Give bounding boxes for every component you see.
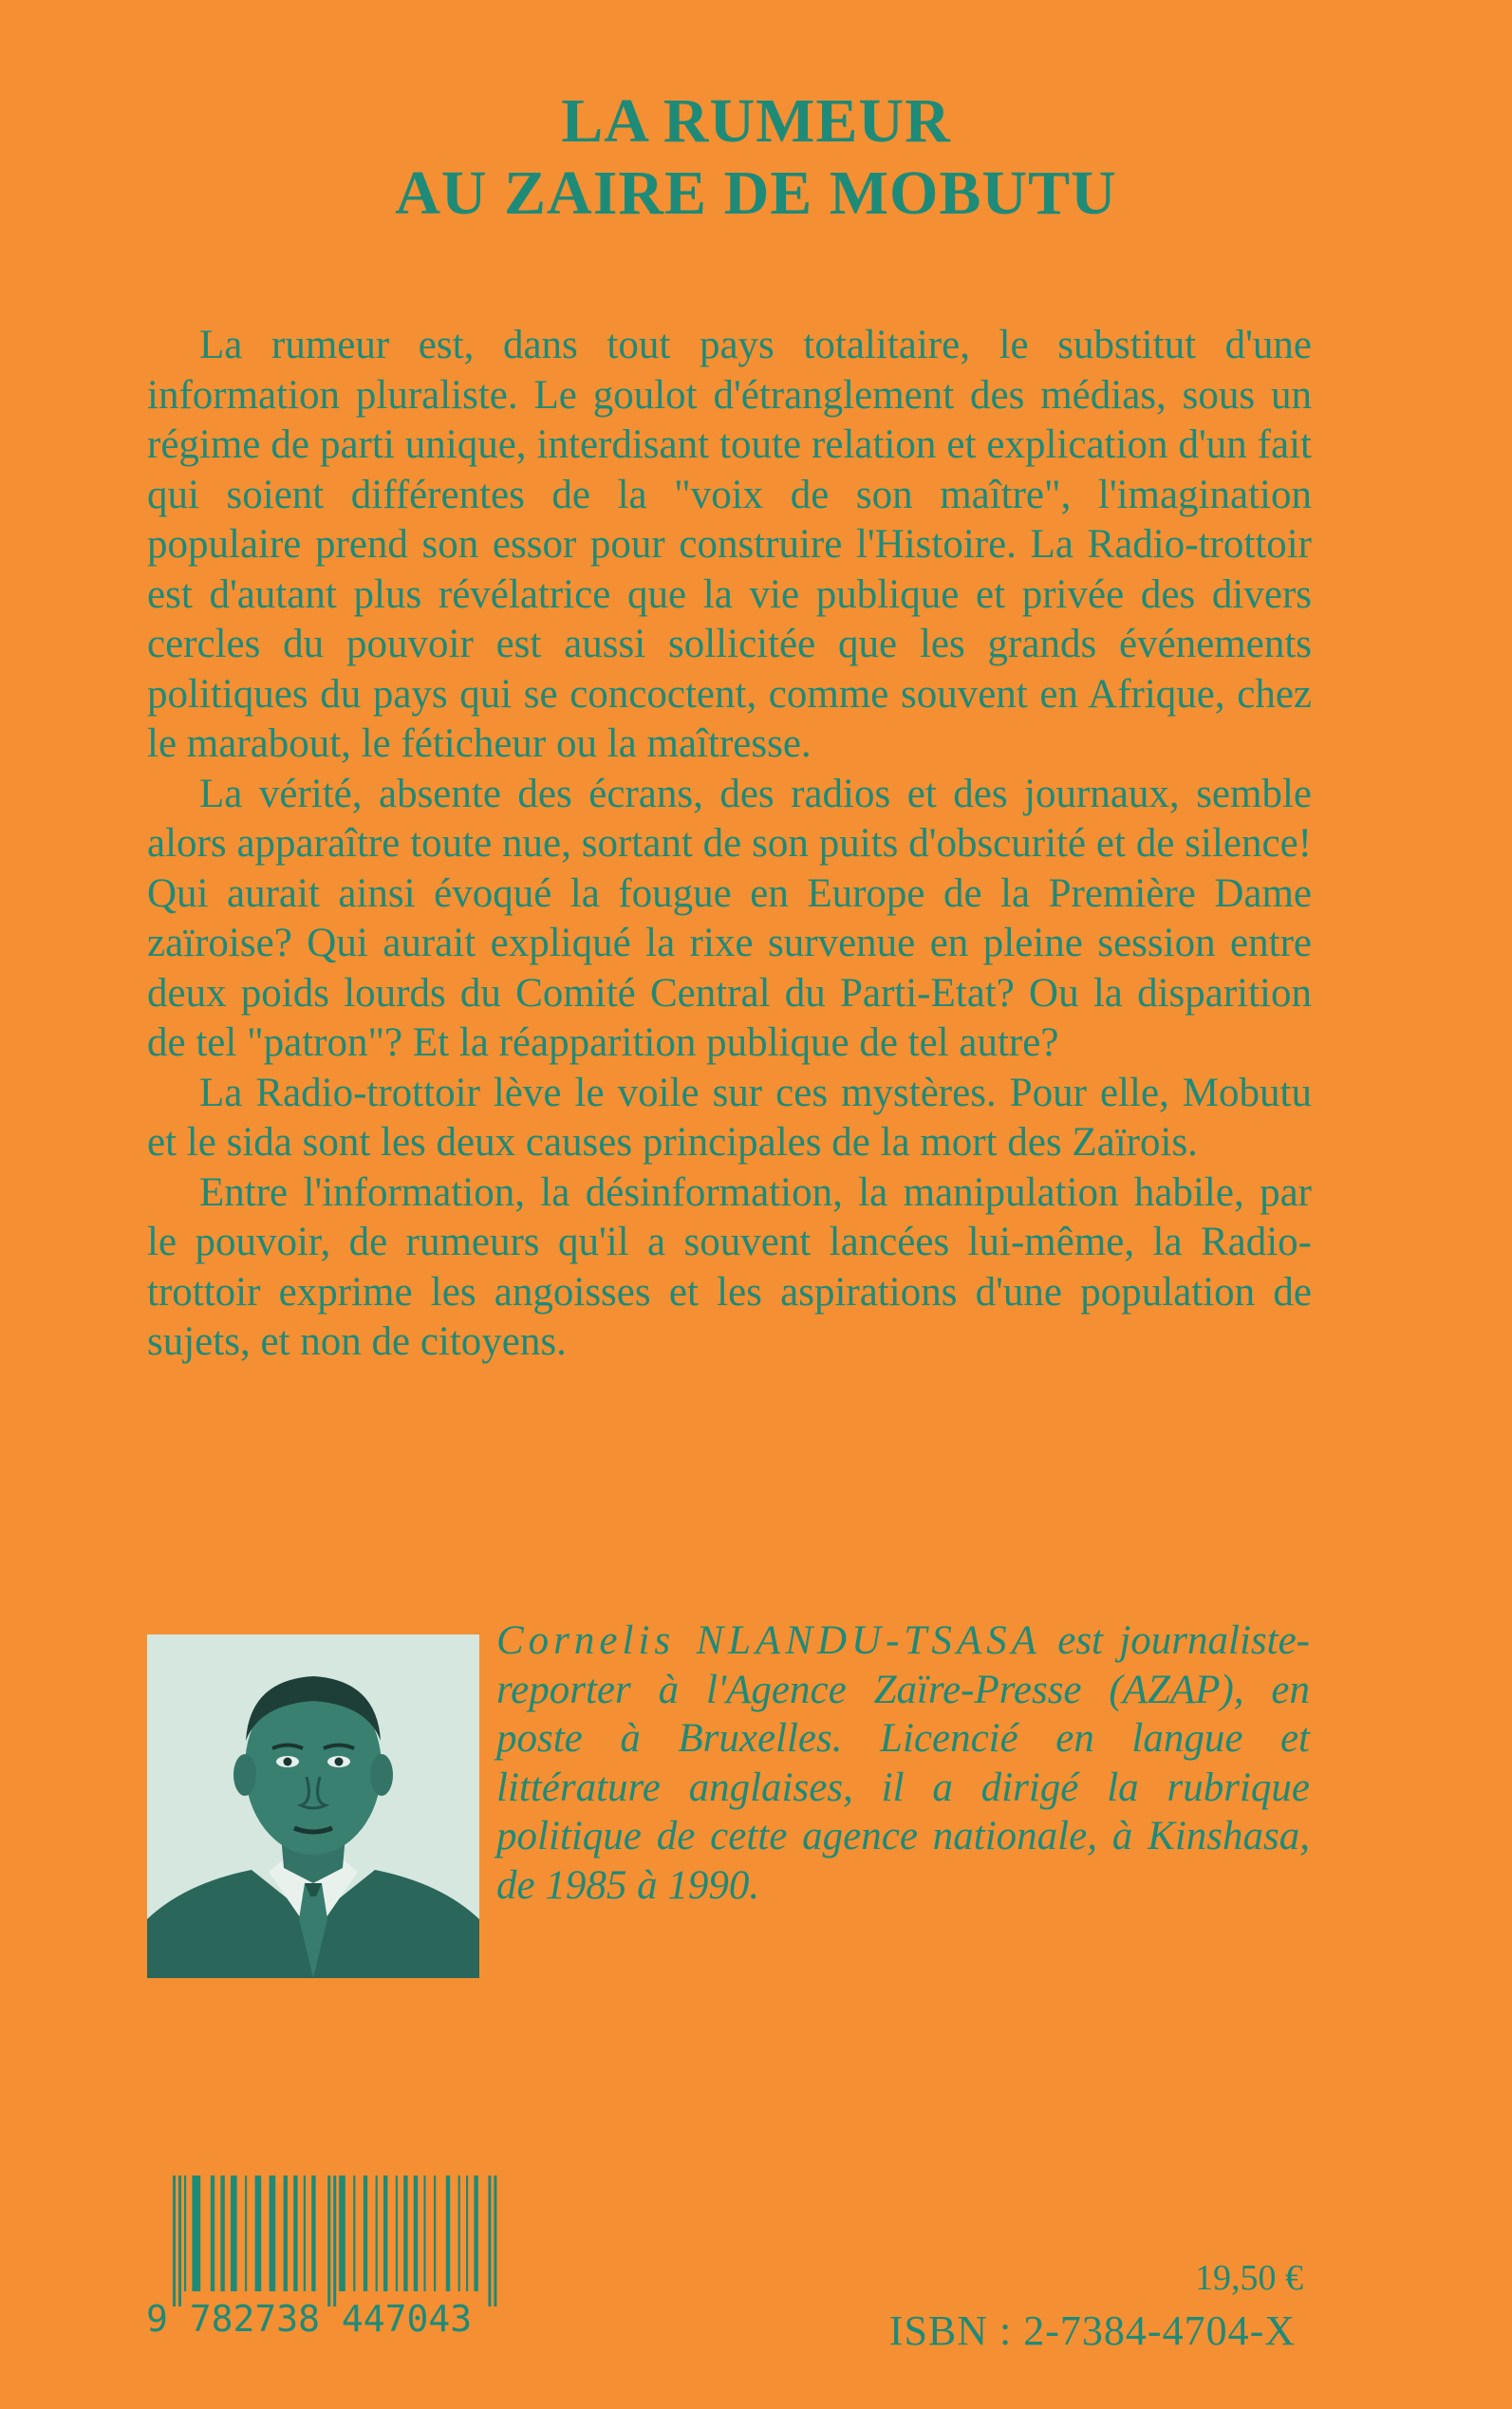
author-bio-text: est journaliste-reporter à l'Agence Zaïre-Presse (AZAP), en poste à Bruxelles. Licencié en langue et littérature anglaises, il a dirigé la rubrique politique de cette agence nationale, à Kinshasa, de 1985 à 1990. [496, 1618, 1310, 1908]
barcode-bar [284, 2176, 288, 2291]
barcode-bar [211, 2176, 215, 2291]
author-photo [147, 1634, 479, 1978]
barcode-bar [474, 2176, 477, 2291]
barcode-bar [184, 2176, 186, 2291]
barcode-bar [383, 2176, 387, 2291]
barcode-bar [293, 2176, 297, 2291]
author-bio [496, 1616, 1310, 1910]
barcode-bar [173, 2176, 176, 2306]
book-title [0, 85, 1512, 230]
barcode-bar [423, 2176, 425, 2291]
barcode-bar [403, 2176, 407, 2291]
barcode-bar [488, 2176, 491, 2306]
barcode-bar [376, 2176, 378, 2291]
title-line-2: AU ZAIRE DE MOBUTU [395, 159, 1117, 228]
barcode-bar [192, 2176, 200, 2291]
barcode-bar [364, 2176, 367, 2291]
blurb-paragraph: La rumeur est, dans tout pays totalitaire, le substitut d'une information pluraliste. Le goulot d'étranglement des médias, sous un régime de parti unique, interdisant toute relation et explication d'un fait qui soient différentes de la "voix de son maître", l'imagination populaire prend son essor pour construire l'Histoire. La Radio-trottoir est d'autant plus révélatrice que la vie publique et privée des divers cercles du pouvoir est aussi sollicitée que les grands événements politiques du pays qui se concoctent, comme souvent en Afrique, chez le marabout, le féticheur ou la maîtresse. [147, 323, 1312, 766]
blurb-paragraph: Entre l'information, la désinformation, la manipulation habile, par le pouvoir, de rumeurs qu'il a souvent lancées lui-même, la Radio-trottoir exprime les angoisses et les aspirations d'une population de sujets, et non de citoyens. [147, 1169, 1312, 1364]
blurb-text [147, 321, 1312, 1368]
barcode-bar [304, 2176, 306, 2291]
barcode-bar [434, 2176, 436, 2291]
barcode-bar [353, 2176, 355, 2291]
barcode-bar [333, 2176, 336, 2306]
price: 19,50 € [1195, 2258, 1303, 2298]
barcode-bar [466, 2176, 468, 2291]
barcode-bar [245, 2176, 247, 2291]
blurb-paragraph: La Radio-trottoir lève le voile sur ces mystères. Pour elle, Mobutu et le sida sont les deux causes principales de la mort des Zaïrois. [147, 1070, 1312, 1165]
barcode-bar [231, 2176, 237, 2291]
barcode-bar [494, 2176, 496, 2306]
title-line-1: LA RUMEUR [561, 86, 951, 156]
blurb-paragraph: La vérité, absente des écrans, des radios et des journaux, semble alors apparaître toute nue, sortant de son puits d'obscurité et de silence! Qui aurait ainsi évoqué la fougue en Europe de la Première Dame zaïroise? Qui aurait expliqué la rixe survenue en pleine session entre deux poids lourds du Comité Central du Parti-Etat? Ou la disparition de tel "patron"? Et la réapparition publique de tel autre? [147, 771, 1312, 1065]
barcode-bar [414, 2176, 418, 2291]
isbn: ISBN : 2-7384-4704-X [888, 2307, 1296, 2354]
barcode-bar [178, 2176, 181, 2306]
barcode-bar [220, 2176, 224, 2291]
author-portrait-image [147, 1634, 479, 1978]
barcode-bar [458, 2176, 460, 2291]
barcode-bar [327, 2176, 330, 2306]
author-name: Cornelis NLANDU-TSASA [496, 1618, 1041, 1663]
barcode-bar [339, 2176, 345, 2291]
barcode-digits: 9 782738 447043 [146, 2298, 473, 2337]
barcode-bar [311, 2176, 315, 2291]
barcode-bar [396, 2176, 398, 2291]
barcode-bar [446, 2176, 450, 2291]
barcode-bar [255, 2176, 262, 2291]
barcode-bar [270, 2176, 276, 2291]
barcode [135, 2176, 609, 2337]
barcode-bars [135, 2176, 609, 2337]
